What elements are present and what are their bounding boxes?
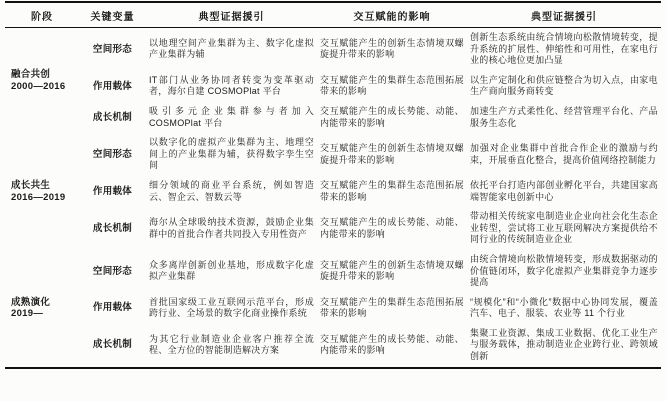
table-row <box>5 207 661 250</box>
evidence2-cell: 集聚工业资源、集成工业数据、优化工业生产与服务载体，推动制造业企业跨行业、跨领域创新 <box>470 327 658 362</box>
header-row <box>5 2 661 28</box>
variable-cell: 作用载体 <box>92 185 133 197</box>
table-row <box>5 324 661 368</box>
variable-cell: 成长机制 <box>92 222 133 234</box>
header-stage: 阶段 <box>5 2 79 28</box>
table-row <box>5 28 661 71</box>
variable-cell: 空间形态 <box>92 148 133 160</box>
table-row <box>5 133 661 176</box>
evidence2-cell: 创新生态系统由统合情境向松散情境转变，提升系统的扩展性、伸缩性和可用性，在家电行业的核心地位更加凸显 <box>470 32 658 66</box>
header-impact: 交互赋能的影响 <box>317 2 467 28</box>
evidence-table <box>5 1 661 369</box>
stage-period: 2019— <box>11 308 44 320</box>
stage-name: 成熟演化 <box>11 296 51 308</box>
evidence2-cell: 加速生产方式柔性化、经营管理平台化、产品服务生态化 <box>470 105 658 128</box>
header-evidence2: 典型证据援引 <box>467 2 661 28</box>
stage-period: 2000—2016 <box>11 80 66 92</box>
header-evidence1: 典型证据援引 <box>146 2 317 28</box>
impact-cell: 交互赋能产生的创新生态情境双螺旋提升带来的影响 <box>320 37 464 60</box>
stage-name: 融合共创 <box>11 68 51 80</box>
evidence2-cell: 带动相关传统家电制造业企业向社会化生态企业转型，尝试将工业互联网解决方案提供给不同行业的传统制造业企业 <box>470 211 658 245</box>
header-variable: 关键变量 <box>79 2 146 28</box>
variable-cell: 作用载体 <box>92 80 133 92</box>
evidence2-cell: 由统合情境向松散情境转变，形成数据驱动的价值链闭环，数字化虚拟产业集群竞争力逐步提高 <box>470 253 658 288</box>
evidence1-cell: 为其它行业制造业企业客户推荐全流程、全方位的智能制造解决方案 <box>149 333 314 356</box>
variable-cell: 空间形态 <box>92 43 133 55</box>
impact-cell: 交互赋能产生的集群生态范围拓展带来的影响 <box>320 74 464 97</box>
evidence2-cell: 以生产定制化和供应链整合为切入点，由家电生产商向服务商转变 <box>470 74 658 97</box>
impact-cell: 交互赋能产生的成长势能、动能、内能带来的影响 <box>320 105 464 128</box>
variable-cell: 成长机制 <box>92 339 133 351</box>
impact-cell: 交互赋能产生的成长势能、动能、内能带来的影响 <box>320 333 464 356</box>
evidence1-cell: 海尔从全球吸纳技术资源，鼓励企业集群中的首批合作者共同投入专用性资产 <box>149 216 314 239</box>
stage-period: 2016—2019 <box>11 191 66 203</box>
evidence2-cell: “规模化”和“小微化”数据中心协同发展，覆盖汽车、电子、服装、农业等 11 个行业 <box>470 296 658 319</box>
table-row <box>5 71 661 102</box>
impact-cell: 交互赋能产生的创新生态情境双螺旋提升带来的影响 <box>320 142 464 165</box>
evidence1-cell: 众多离岸创新创业基地，形成数字化虚拟产业集群 <box>149 259 314 282</box>
evidence2-cell: 加强对企业集群中首批合作企业的激励与约束，开展垂直化整合，提高价值网络控制能力 <box>470 142 658 165</box>
variable-cell: 作用载体 <box>92 302 133 314</box>
evidence1-cell: 以数字化的虚拟产业集群为主、地理空间上的产业集群为辅，获得数字孪生空间 <box>149 137 314 171</box>
evidence2-cell: 依托平台打造内部创业孵化平台，共建国家高端智能家电创新中心 <box>470 179 658 202</box>
stage-cell-3 <box>5 250 79 368</box>
table-row <box>5 293 661 324</box>
impact-cell: 交互赋能产生的创新生态情境双螺旋提升带来的影响 <box>320 259 464 282</box>
variable-cell: 成长机制 <box>92 111 133 123</box>
table-row <box>5 176 661 207</box>
table-row <box>5 102 661 133</box>
evidence1-cell: 吸引多元企业集群参与者加入 COSMOPlat 平台 <box>149 105 314 128</box>
table-row <box>5 250 661 293</box>
evidence1-cell: 细分领域的商业平台系统，例如智造云、智企云、智数云等 <box>149 179 314 202</box>
stage-cell-1 <box>5 28 79 134</box>
impact-cell: 交互赋能产生的集群生态范围拓展带来的影响 <box>320 179 464 202</box>
impact-cell: 交互赋能产生的成长势能、动能、内能带来的影响 <box>320 216 464 239</box>
stage-cell-2 <box>5 133 79 250</box>
stage-name: 成长共生 <box>11 179 51 191</box>
evidence1-cell: 首批国家级工业互联网示范平台，形成跨行业、全场景的数字化商业操作系统 <box>149 296 314 319</box>
variable-cell: 空间形态 <box>92 265 133 277</box>
evidence1-cell: 以地理空间产业集群为主、数字化虚拟产业集群为辅 <box>149 37 314 60</box>
evidence1-cell: IT部门从业务协同者转变为变革驱动者，海尔自建 COSMOPlat 平台 <box>149 74 314 97</box>
impact-cell: 交互赋能产生的集群生态范围拓展带来的影响 <box>320 296 464 319</box>
